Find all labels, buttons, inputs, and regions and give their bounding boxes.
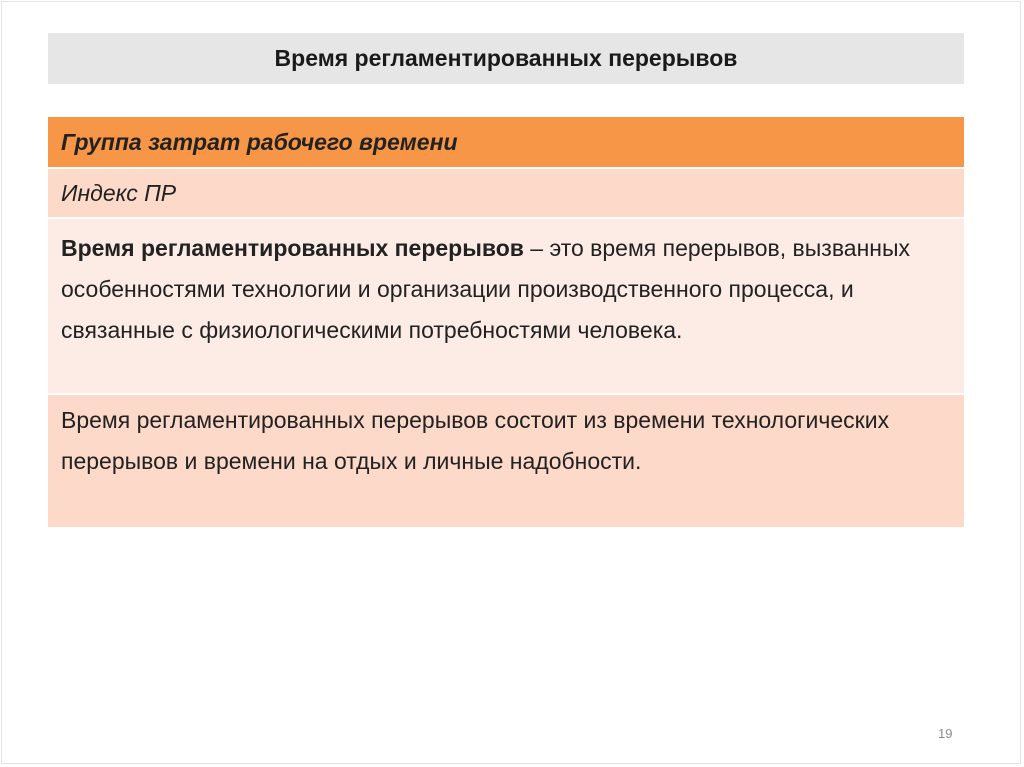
info-table: [48, 117, 964, 529]
table-header-row: [48, 117, 964, 169]
slide-title: Время регламентированных перерывов: [48, 33, 964, 84]
table-composition-row: [48, 395, 964, 529]
page-number: 19: [938, 726, 953, 741]
table-index-row: [48, 169, 964, 219]
table-header-text: Группа затрат рабочего времени: [61, 128, 458, 155]
definition-text: – это время перерывов, вызванных особенностями технологии и организации производственного процесса, и связанные с физиологическими потребностями человека.: [61, 235, 911, 343]
composition-text: Время регламентированных перерывов состоит из времени технологических перерывов и времени на отдых и личные надобности.: [61, 407, 890, 474]
table-index-text: Индекс ПР: [61, 179, 177, 206]
definition-term: Время регламентированных перерывов: [61, 235, 524, 261]
table-definition-row: [48, 219, 964, 395]
